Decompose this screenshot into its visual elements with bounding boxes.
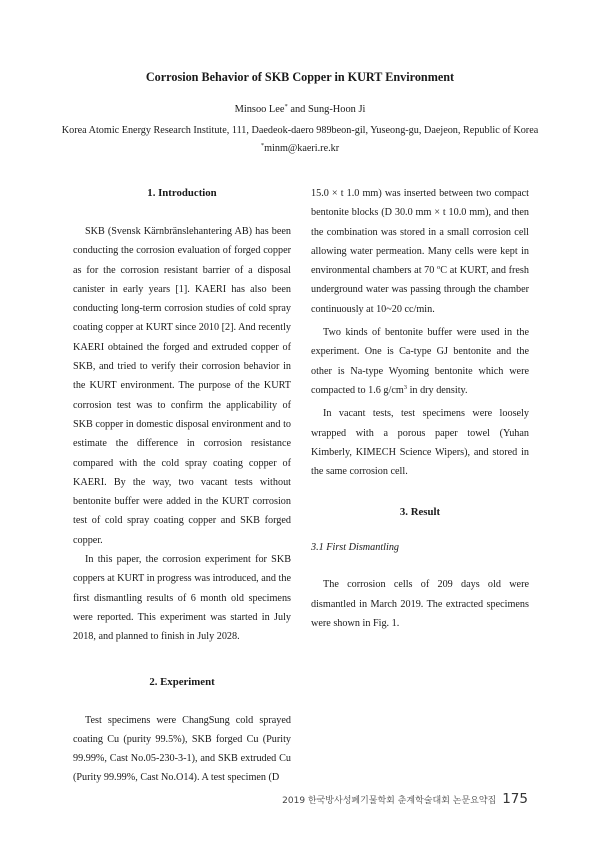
email-line [0, 143, 600, 154]
email-address: minm@kaeri.re.kr [264, 143, 340, 154]
experiment-paragraph-2 [311, 323, 529, 400]
author-1: Minsoo Lee [234, 104, 285, 115]
section-heading-result: 3. Result [399, 506, 441, 519]
degree-mark: o [437, 264, 441, 272]
experiment-paragraph-3: In vacant tests, test specimens were loosely wrapped with a porous paper towel (Yuhan Kimberly, KIMECH Science Wipers), and stored in the same corrosion cell. [311, 408, 529, 478]
email-mark: * [260, 142, 265, 149]
proceedings-label: 2019 한국방사성폐기물학회 춘계학술대회 논문요약집 [282, 796, 497, 806]
experiment-paragraph-1-continued [311, 184, 529, 319]
bentonite-text-part-a: Two kinds of bentonite buffer were used in the experiment. One is Ca-type GJ bentonite and the other is Na-type Wyoming bentonite which were compacted to 1.6 g/cm [311, 327, 529, 396]
author-line [0, 104, 600, 115]
paper-title: Corrosion Behavior of SKB Copper in KURT Environment [145, 70, 455, 84]
left-column [73, 184, 291, 788]
introduction-paragraph-1: SKB (Svensk Kärnbränslehantering AB) has been conducting the corrosion evaluation of forged copper as for the corrosion resistant barrier of a disposal canister in early years [1]. KAERI has also been conducting long-term corrosion studies of cold spray coating copper at KURT since 2010 [2]. And recently KAERI obtained the forged and extruded copper of SKB, and tried to verify their corrosion behavior in the KURT environment. The purpose of the KURT corrosion test was to confirm the applicability of SKB copper in domestic disposal environment and to estimate the difference in corrosion resistance compared with the cold spray coating copper of KAERI. By the way, two vacant tests without bentonite buffer were added in the KURT corrosion test of cold spray coating copper and SKB forged copper. [73, 226, 291, 546]
cubic-superscript: 3 [403, 383, 408, 391]
section-heading-introduction: 1. Introduction [147, 187, 217, 199]
author-2: and Sung-Hoon Ji [287, 104, 366, 115]
corresponding-author-mark: * [284, 103, 288, 110]
page-number: 175 [502, 791, 528, 807]
experiment-paragraph-1: Test specimens were ChangSung cold sprayed coating Cu (purity 99.5%), SKB forged Cu (Purity 99.99%, Cast No.05-230-3-1), and SKB extruded Cu (Purity 99.99%, Cast No.O14). A test specimen (D [73, 714, 291, 784]
experiment-text-part-a: 15.0 × t 1.0 mm) was inserted between two compact bentonite blocks (D 30.0 mm × t 10.0 mm), and then the combination was stored in a small corrosion cell allowing water permeation. Many cells were kept in environmental chambers at 70 [311, 188, 529, 277]
bentonite-text-part-b: in dry density. [407, 384, 468, 396]
right-column [311, 184, 529, 633]
affiliation: Korea Atomic Energy Research Institute, 111, Daedeok-daero 989beon-gil, Yuseong-gu, Daejeon, Republic of Korea [61, 125, 539, 136]
experiment-text-part-b: C at KURT, and fresh underground water was passing through the chamber continuously at 10~20 cc/min. [311, 265, 529, 315]
result-paragraph-1: The corrosion cells of 209 days old were dismantled in March 2019. The extracted specimens were shown in Fig. 1. [311, 579, 529, 630]
subsection-heading-first-dismantling: 3.1 First Dismantling [311, 542, 400, 554]
introduction-paragraph-2: In this paper, the corrosion experiment for SKB coppers at KURT in progress was introduced, and the first dismantling results of 6 month old specimens were reported. This experiment was started in July 2018, and planned to finish in July 2028. [73, 554, 291, 643]
section-heading-experiment: 2. Experiment [149, 675, 215, 688]
page-footer [282, 791, 528, 807]
